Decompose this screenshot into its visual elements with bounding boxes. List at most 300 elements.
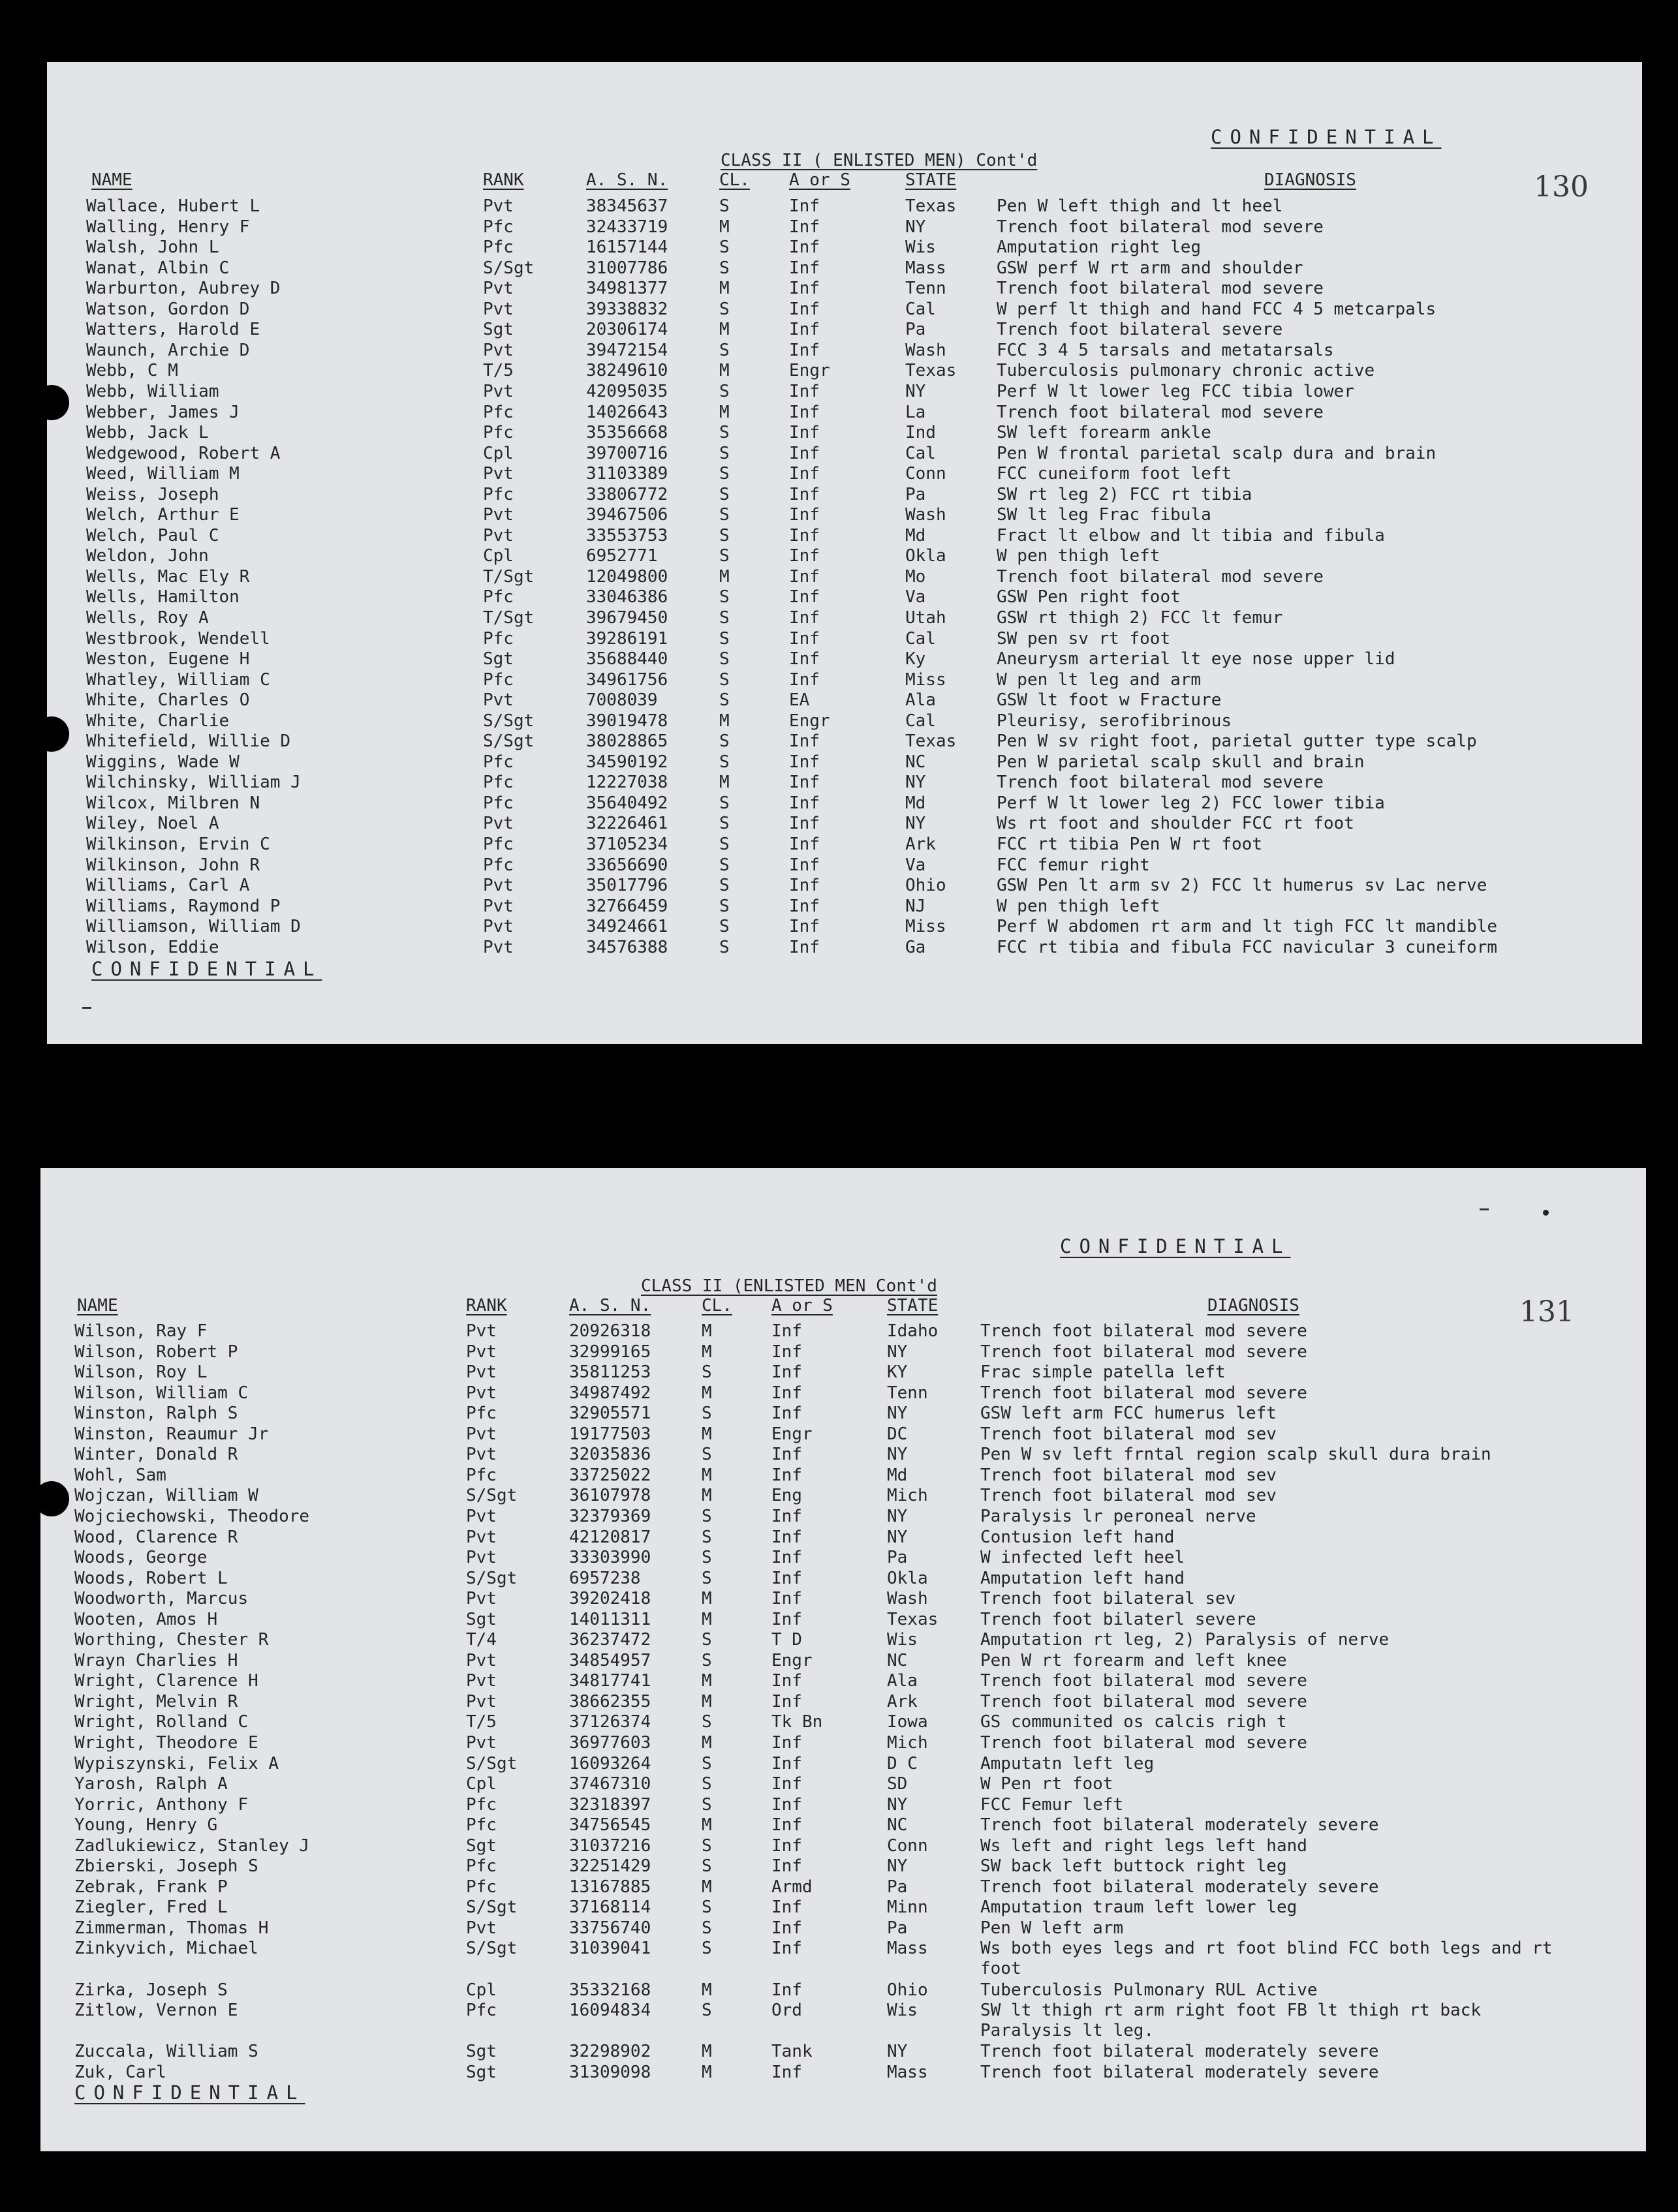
name-cell: Wedgewood, Robert A <box>86 444 281 463</box>
state-cell: Ark <box>905 835 936 854</box>
rank-cell: Cpl <box>466 1774 497 1794</box>
table-row <box>47 485 1642 506</box>
rank-cell: Pfc <box>483 485 514 504</box>
col-header-rank: RANK <box>483 170 524 190</box>
arm-or-service-cell: Inf <box>789 300 820 319</box>
table-row <box>47 505 1642 526</box>
roster-page-131 <box>40 1168 1646 2151</box>
arm-or-service-cell: Inf <box>771 1836 802 1856</box>
asn-cell: 34590192 <box>586 752 668 772</box>
diagnosis-cell: GSW Pen right foot <box>997 587 1181 607</box>
name-cell: Winter, Donald R <box>74 1445 238 1464</box>
state-cell: Mich <box>887 1486 928 1505</box>
asn-cell: 39286191 <box>586 629 668 649</box>
rank-cell: Pvt <box>466 1589 497 1608</box>
table-row <box>47 649 1642 670</box>
name-cell: Wilson, Ray F <box>74 1321 208 1341</box>
col-header-asn: A. S. N. <box>569 1296 651 1315</box>
table-row <box>47 773 1642 793</box>
diagnosis-cell: FCC rt tibia and fibula FCC navicular 3 cuneiform <box>997 938 1498 957</box>
table-row <box>47 300 1642 320</box>
class-cell: M <box>719 320 730 339</box>
state-cell: NY <box>905 814 926 833</box>
rank-cell: Pvt <box>466 1321 497 1341</box>
class-cell: M <box>702 1589 712 1608</box>
rank-cell: Pvt <box>466 1528 497 1547</box>
rank-cell: Pvt <box>466 1362 497 1382</box>
class-cell: S <box>719 526 730 545</box>
class-cell: S <box>719 938 730 957</box>
diagnosis-cell: Pen W left arm <box>980 1918 1124 1938</box>
name-cell: Zbierski, Joseph S <box>74 1856 258 1876</box>
state-cell: Ala <box>887 1671 918 1691</box>
asn-cell: 31007786 <box>586 258 668 278</box>
diagnosis-cell: Amputation right leg <box>997 238 1202 257</box>
diagnosis-cell: SW pen sv rt foot <box>997 629 1171 649</box>
rank-cell: S/Sgt <box>483 258 535 278</box>
diagnosis-cell: SW rt leg 2) FCC rt tibia <box>997 485 1252 504</box>
asn-cell: 16093264 <box>569 1754 651 1774</box>
state-cell: NY <box>887 1856 908 1876</box>
state-cell: La <box>905 403 926 422</box>
table-row <box>40 1836 1646 1857</box>
rank-cell: Pfc <box>483 629 514 649</box>
table-row <box>40 1383 1646 1404</box>
state-cell: NC <box>887 1815 908 1835</box>
class-cell: S <box>719 793 730 813</box>
name-cell: White, Charles O <box>86 690 250 710</box>
table-row <box>47 587 1642 608</box>
rank-cell: Pvt <box>483 814 514 833</box>
state-cell: D C <box>887 1754 918 1774</box>
state-cell: Texas <box>905 731 957 751</box>
diagnosis-cell: Pen W frontal parietal scalp dura and brain <box>997 444 1437 463</box>
state-cell: Wis <box>887 2001 918 2020</box>
table-row <box>47 238 1642 258</box>
asn-cell: 32226461 <box>586 814 668 833</box>
arm-or-service-cell: Inf <box>771 1528 802 1547</box>
state-cell: Tenn <box>887 1383 928 1403</box>
diagnosis-cell: Tuberculosis pulmonary chronic active <box>997 361 1375 380</box>
table-row <box>40 1856 1646 1877</box>
col-header-class: CL. <box>702 1296 732 1315</box>
asn-cell: 31039041 <box>569 1939 651 1958</box>
asn-cell: 35688440 <box>586 649 668 669</box>
asn-cell: 32905571 <box>569 1404 651 1423</box>
asn-cell: 19177503 <box>569 1424 651 1444</box>
arm-or-service-cell: Inf <box>771 1939 802 1958</box>
asn-cell: 7008039 <box>586 690 658 710</box>
name-cell: Zinkyvich, Michael <box>74 1939 258 1958</box>
name-cell: Walsh, John L <box>86 238 219 257</box>
state-cell: Ind <box>905 423 936 442</box>
table-row <box>47 670 1642 691</box>
table-row <box>40 1692 1646 1713</box>
rank-cell: Pvt <box>466 1671 497 1691</box>
name-cell: Weldon, John <box>86 546 209 566</box>
class-cell: S <box>719 608 730 628</box>
arm-or-service-cell: Inf <box>771 1445 802 1464</box>
col-header-diagnosis: DIAGNOSIS <box>1264 170 1356 190</box>
class-cell: S <box>719 505 730 525</box>
rank-cell: Pvt <box>466 1692 497 1712</box>
rank-cell: T/5 <box>483 361 514 380</box>
asn-cell: 37126374 <box>569 1712 651 1732</box>
class-cell: M <box>702 1980 712 2000</box>
name-cell: Walling, Henry F <box>86 217 250 237</box>
asn-cell: 32379369 <box>569 1507 651 1526</box>
table-row <box>47 876 1642 897</box>
state-cell: NY <box>887 1404 908 1423</box>
class-title: CLASS II ( ENLISTED MEN) Cont'd <box>721 151 1038 170</box>
margin-mark <box>1543 1210 1549 1216</box>
diagnosis-cell: W infected left heel <box>980 1548 1185 1567</box>
asn-cell: 13167885 <box>569 1877 651 1897</box>
asn-cell: 32035836 <box>569 1445 651 1464</box>
diagnosis-cell: GSW left arm FCC humerus left <box>980 1404 1277 1423</box>
asn-cell: 14011311 <box>569 1610 651 1629</box>
class-cell: M <box>702 1815 712 1835</box>
state-cell: KY <box>887 1362 908 1382</box>
class-cell: S <box>702 1897 712 1917</box>
diagnosis-cell: Trench foot bilateral mod severe <box>980 1671 1307 1691</box>
name-cell: Zirka, Joseph S <box>74 1980 228 2000</box>
class-cell: M <box>719 773 730 792</box>
asn-cell: 39467506 <box>586 505 668 525</box>
diagnosis-cell: FCC Femur left <box>980 1795 1124 1815</box>
asn-cell: 38345637 <box>586 196 668 216</box>
state-cell: Tenn <box>905 279 946 298</box>
rank-cell: Pfc <box>466 1404 497 1423</box>
table-row <box>40 1939 1646 1980</box>
state-cell: Ala <box>905 690 936 710</box>
asn-cell: 39700716 <box>586 444 668 463</box>
table-row <box>47 320 1642 341</box>
diagnosis-cell: Trench foot bilateral moderately severe <box>980 1877 1379 1897</box>
diagnosis-cell: GSW Pen lt arm sv 2) FCC lt humerus sv Lac nerve <box>997 876 1487 895</box>
arm-or-service-cell: Inf <box>789 629 820 649</box>
rank-cell: Sgt <box>483 649 514 669</box>
class-cell: S <box>719 670 730 690</box>
asn-cell: 12227038 <box>586 773 668 792</box>
table-row <box>47 526 1642 547</box>
class-cell: S <box>702 1548 712 1567</box>
asn-cell: 31309098 <box>569 2063 651 2082</box>
diagnosis-cell: SW back left buttock right leg <box>980 1856 1287 1876</box>
asn-cell: 34961756 <box>586 670 668 690</box>
rank-cell: Pfc <box>466 1815 497 1835</box>
asn-cell: 31103389 <box>586 464 668 484</box>
diagnosis-cell: GS communited os calcis righ t <box>980 1712 1287 1732</box>
asn-cell: 16094834 <box>569 2001 651 2020</box>
arm-or-service-cell: Inf <box>789 217 820 237</box>
class-cell: S <box>702 1445 712 1464</box>
table-row <box>40 1589 1646 1610</box>
state-cell: Mich <box>887 1733 928 1753</box>
rank-cell: Sgt <box>466 2042 497 2061</box>
diagnosis-cell: GSW lt foot w Fracture <box>997 690 1222 710</box>
arm-or-service-cell: Inf <box>789 567 820 587</box>
rank-cell: Pfc <box>483 855 514 875</box>
table-row <box>40 1795 1646 1816</box>
state-cell: Cal <box>905 629 936 649</box>
diagnosis-cell: Pleurisy, serofibrinous <box>997 711 1232 731</box>
arm-or-service-cell: Ord <box>771 2001 802 2020</box>
state-cell: Md <box>905 526 926 545</box>
arm-or-service-cell: Inf <box>789 464 820 484</box>
rank-cell: Pvt <box>483 196 514 216</box>
class-cell: S <box>702 1774 712 1794</box>
table-row <box>47 196 1642 217</box>
name-cell: Wilcox, Milbren N <box>86 793 260 813</box>
table-row <box>47 464 1642 485</box>
arm-or-service-cell: Inf <box>771 1610 802 1629</box>
name-cell: Wilkinson, John R <box>86 855 260 875</box>
diagnosis-cell: Trench foot bilateral mod severe <box>997 217 1324 237</box>
table-row <box>47 546 1642 567</box>
name-cell: Zimmerman, Thomas H <box>74 1918 269 1938</box>
table-row <box>47 423 1642 444</box>
arm-or-service-cell: EA <box>789 690 810 710</box>
asn-cell: 6957238 <box>569 1569 641 1588</box>
asn-cell: 6952771 <box>586 546 658 566</box>
table-row <box>47 608 1642 629</box>
state-cell: Wis <box>887 1630 918 1650</box>
name-cell: Wojciechowski, Theodore <box>74 1507 310 1526</box>
diagnosis-cell: Pen W left thigh and lt heel <box>997 196 1283 216</box>
rank-cell: Pfc <box>483 238 514 257</box>
arm-or-service-cell: Inf <box>771 1856 802 1876</box>
asn-cell: 38662355 <box>569 1692 651 1712</box>
class-cell: M <box>702 1383 712 1403</box>
class-cell: S <box>702 1754 712 1774</box>
name-cell: Wright, Theodore E <box>74 1733 258 1753</box>
table-row <box>40 1445 1646 1466</box>
name-cell: Wilson, Robert P <box>74 1342 238 1362</box>
asn-cell: 33806772 <box>586 485 668 504</box>
table-row <box>47 711 1642 732</box>
arm-or-service-cell: Inf <box>789 608 820 628</box>
class-cell: S <box>719 587 730 607</box>
arm-or-service-cell: Inf <box>771 1774 802 1794</box>
diagnosis-cell: GSW rt thigh 2) FCC lt femur <box>997 608 1283 628</box>
name-cell: Williamson, William D <box>86 917 301 936</box>
table-row <box>40 1877 1646 1898</box>
asn-cell: 39679450 <box>586 608 668 628</box>
arm-or-service-cell: Inf <box>789 587 820 607</box>
rank-cell: Cpl <box>483 546 514 566</box>
name-cell: Wiggins, Wade W <box>86 752 240 772</box>
diagnosis-cell: Frac simple patella left <box>980 1362 1226 1382</box>
name-cell: Wilson, William C <box>74 1383 249 1403</box>
rank-cell: Pvt <box>483 690 514 710</box>
rank-cell: Pvt <box>466 1548 497 1567</box>
arm-or-service-cell: Inf <box>789 752 820 772</box>
arm-or-service-cell: Inf <box>789 382 820 401</box>
name-cell: Wrayn Charlies H <box>74 1651 238 1670</box>
asn-cell: 34756545 <box>569 1815 651 1835</box>
rank-cell: Pfc <box>483 670 514 690</box>
class-cell: S <box>702 1918 712 1938</box>
state-cell: Texas <box>905 361 957 380</box>
class-cell: S <box>719 546 730 566</box>
diagnosis-cell: SW left forearm ankle <box>997 423 1211 442</box>
diagnosis-cell: FCC 3 4 5 tarsals and metatarsals <box>997 341 1334 360</box>
asn-cell: 35640492 <box>586 793 668 813</box>
table-row <box>40 2063 1646 2083</box>
name-cell: Ziegler, Fred L <box>74 1897 228 1917</box>
class-cell: M <box>702 1877 712 1897</box>
asn-cell: 34817741 <box>569 1671 651 1691</box>
class-cell: S <box>719 423 730 442</box>
arm-or-service-cell: Inf <box>771 2063 802 2082</box>
state-cell: Mo <box>905 567 926 587</box>
state-cell: Md <box>905 793 926 813</box>
class-cell: S <box>719 238 730 257</box>
rank-cell: Cpl <box>483 444 514 463</box>
class-cell: S <box>719 835 730 854</box>
name-cell: Woodworth, Marcus <box>74 1589 249 1608</box>
asn-cell: 33046386 <box>586 587 668 607</box>
name-cell: Weed, William M <box>86 464 240 484</box>
arm-or-service-cell: Inf <box>771 1569 802 1588</box>
rank-cell: T/Sgt <box>483 567 535 587</box>
state-cell: Pa <box>887 1877 908 1897</box>
name-cell: Wright, Rolland C <box>74 1712 249 1732</box>
class-cell: M <box>702 2042 712 2061</box>
table-row <box>40 1754 1646 1775</box>
arm-or-service-cell: Tk Bn <box>771 1712 823 1732</box>
state-cell: Cal <box>905 444 936 463</box>
arm-or-service-cell: Engr <box>789 361 830 380</box>
diagnosis-cell: Amputation traum left lower leg <box>980 1897 1297 1917</box>
arm-or-service-cell: Inf <box>789 773 820 792</box>
page-number: 131 <box>1519 1295 1574 1329</box>
name-cell: Wells, Hamilton <box>86 587 240 607</box>
diagnosis-cell: Trench foot bilateral mod severe <box>980 1342 1307 1362</box>
diagnosis-cell: Trench foot bilaterl severe <box>980 1610 1256 1629</box>
rank-cell: S/Sgt <box>483 731 535 751</box>
class-cell: M <box>702 2063 712 2082</box>
diagnosis-cell: Ws both eyes legs and rt foot blind FCC both legs and rt foot <box>980 1939 1553 1978</box>
asn-cell: 14026643 <box>586 403 668 422</box>
name-cell: Wright, Clarence H <box>74 1671 258 1691</box>
name-cell: Zuk, Carl <box>74 2063 166 2082</box>
rank-cell: Pfc <box>483 217 514 237</box>
table-row <box>40 1630 1646 1651</box>
state-cell: Ohio <box>905 876 946 895</box>
rank-cell: Sgt <box>483 320 514 339</box>
table-row <box>40 1466 1646 1486</box>
state-cell: Minn <box>887 1897 928 1917</box>
name-cell: Yorric, Anthony F <box>74 1795 249 1815</box>
table-row <box>40 1918 1646 1939</box>
asn-cell: 33553753 <box>586 526 668 545</box>
confidential-stamp-top: CONFIDENTIAL <box>1211 126 1442 148</box>
table-row <box>40 1569 1646 1590</box>
arm-or-service-cell: Inf <box>789 876 820 895</box>
name-cell: Whatley, William C <box>86 670 270 690</box>
diagnosis-cell: Trench foot bilateral mod sev <box>980 1486 1277 1505</box>
state-cell: SD <box>887 1774 908 1794</box>
name-cell: Young, Henry G <box>74 1815 218 1835</box>
state-cell: NY <box>905 217 926 237</box>
diagnosis-cell: Paralysis lr peroneal nerve <box>980 1507 1256 1526</box>
name-cell: Winston, Reaumur Jr <box>74 1424 269 1444</box>
col-header-a-or-s: A or S <box>789 170 850 190</box>
class-cell: S <box>702 1362 712 1382</box>
rank-cell: S/Sgt <box>466 1754 518 1774</box>
asn-cell: 36107978 <box>569 1486 651 1505</box>
name-cell: Wanat, Albin C <box>86 258 230 278</box>
arm-or-service-cell: Inf <box>789 917 820 936</box>
rank-cell: S/Sgt <box>466 1897 518 1917</box>
rank-cell: Pvt <box>466 1733 497 1753</box>
table-row <box>40 1528 1646 1548</box>
diagnosis-cell: Trench foot bilateral severe <box>997 320 1283 339</box>
name-cell: Webb, C M <box>86 361 178 380</box>
confidential-stamp-bottom: CONFIDENTIAL <box>74 2081 305 2104</box>
table-row <box>40 2042 1646 2063</box>
class-cell: M <box>719 567 730 587</box>
diagnosis-cell: GSW perf W rt arm and shoulder <box>997 258 1303 278</box>
arm-or-service-cell: Armd <box>771 1877 813 1897</box>
margin-mark <box>1480 1208 1489 1210</box>
col-header-class: CL. <box>719 170 750 190</box>
diagnosis-cell: Pen W rt forearm and left knee <box>980 1651 1287 1670</box>
asn-cell: 20926318 <box>569 1321 651 1341</box>
rank-cell: Pvt <box>466 1918 497 1938</box>
table-row <box>47 361 1642 382</box>
class-cell: S <box>719 300 730 319</box>
class-cell: M <box>702 1321 712 1341</box>
diagnosis-cell: Trench foot bilateral mod severe <box>980 1321 1307 1341</box>
name-cell: Wilson, Roy L <box>74 1362 208 1382</box>
table-row <box>47 835 1642 855</box>
col-header-asn: A. S. N. <box>586 170 668 190</box>
asn-cell: 32433719 <box>586 217 668 237</box>
arm-or-service-cell: Inf <box>789 649 820 669</box>
arm-or-service-cell: Engr <box>789 711 830 731</box>
table-row <box>47 567 1642 588</box>
name-cell: Wilchinsky, William J <box>86 773 301 792</box>
class-cell: M <box>719 403 730 422</box>
rank-cell: Pvt <box>483 341 514 360</box>
class-cell: S <box>719 444 730 463</box>
state-cell: Wash <box>887 1589 928 1608</box>
diagnosis-cell: FCC rt tibia Pen W rt foot <box>997 835 1262 854</box>
arm-or-service-cell: Inf <box>771 1671 802 1691</box>
table-row <box>47 403 1642 423</box>
state-cell: Va <box>905 855 926 875</box>
arm-or-service-cell: Inf <box>771 1383 802 1403</box>
state-cell: Miss <box>905 670 946 690</box>
table-row <box>40 1733 1646 1754</box>
class-cell: M <box>719 711 730 731</box>
state-cell: Cal <box>905 711 936 731</box>
class-cell: S <box>719 752 730 772</box>
diagnosis-cell: SW lt thigh rt arm right foot FB lt thigh rt back Paralysis lt leg. <box>980 2001 1482 2040</box>
table-row <box>47 793 1642 814</box>
asn-cell: 42120817 <box>569 1528 651 1547</box>
name-cell: Williams, Carl A <box>86 876 250 895</box>
arm-or-service-cell: Inf <box>789 526 820 545</box>
table-row <box>40 1815 1646 1836</box>
table-row <box>47 917 1642 938</box>
asn-cell: 35332168 <box>569 1980 651 2000</box>
state-cell: Iowa <box>887 1712 928 1732</box>
class-cell: S <box>702 1836 712 1856</box>
